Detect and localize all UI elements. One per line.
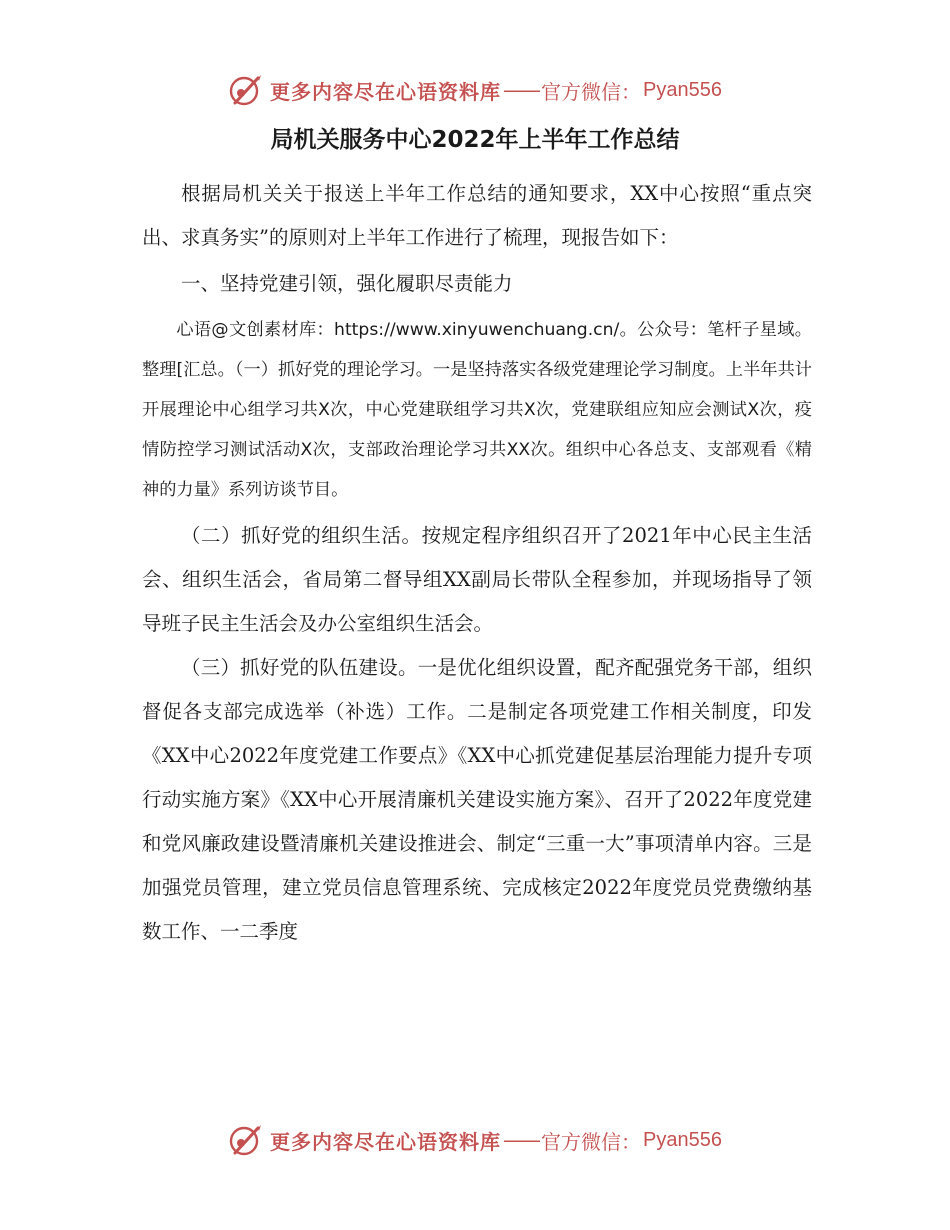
document-title: 局机关服务中心2022年上半年工作总结 bbox=[270, 127, 680, 153]
quill-logo-icon bbox=[228, 72, 264, 108]
intro-paragraph: 根据局机关关于报送上半年工作总结的通知要求，XX中心按照“重点突出、求真务实”的原则对上半年工作进行了梳理，现报告如下： bbox=[142, 182, 812, 249]
document-body bbox=[142, 172, 812, 954]
watermark-wechat-id: Pyan556 bbox=[643, 1128, 722, 1151]
body-paragraph: 心语@文创素材库：https://www.xinyuwenchuang.cn/。公众号：笔杆子星域。整理[汇总。（一）抓好党的理论学习。一是坚持落实各级党建理论学习制度。上半年共计开展理论中心组学习共X次，中心党建联组学习共X次，党建联组应知应会测试X次，疫情防控学习测试活动X次，支部政治理论学习共XX次。组织中心各总支、支部观看《精神的力量》系列访谈节目。 bbox=[142, 320, 812, 500]
watermark-wechat-label: 官方微信： bbox=[541, 79, 642, 104]
watermark-dash: —— bbox=[503, 78, 540, 102]
watermark-dash: —— bbox=[503, 1128, 540, 1152]
watermark-banner-top bbox=[0, 70, 950, 110]
watermark-banner-bottom bbox=[0, 1120, 950, 1160]
body-paragraph: （三）抓好党的队伍建设。一是优化组织设置，配齐配强党务干部，组织督促各支部完成选举（补选）工作。二是制定各项党建工作相关制度，印发《XX中心2022年度党建工作要点》《XX中心抓党建促基层治理能力提升专项行动实施方案》《XX中心开展清廉机关建设实施方案》、召开了2022年度党建和党风廉政建设暨清廉机关建设推进会、制定“三重一大”事项清单内容。三是加强党员管理，建立党员信息管理系统、完成核定2022年度党员党费缴纳基数工作、一二季度 bbox=[142, 656, 812, 943]
watermark-wechat-id: Pyan556 bbox=[643, 78, 722, 101]
quill-logo-icon bbox=[228, 1122, 264, 1158]
section-heading: 一、坚持党建引领，强化履职尽责能力 bbox=[181, 272, 513, 295]
watermark-text: 更多内容尽在心语资料库 bbox=[270, 79, 502, 104]
watermark-wechat-label: 官方微信： bbox=[541, 1129, 642, 1154]
watermark-text: 更多内容尽在心语资料库 bbox=[270, 1129, 502, 1154]
body-paragraph: （二）抓好党的组织生活。按规定程序组织召开了2021年中心民主生活会、组织生活会，省局第二督导组XX副局长带队全程参加，并现场指导了领导班子民主生活会及办公室组织生活会。 bbox=[142, 524, 812, 635]
